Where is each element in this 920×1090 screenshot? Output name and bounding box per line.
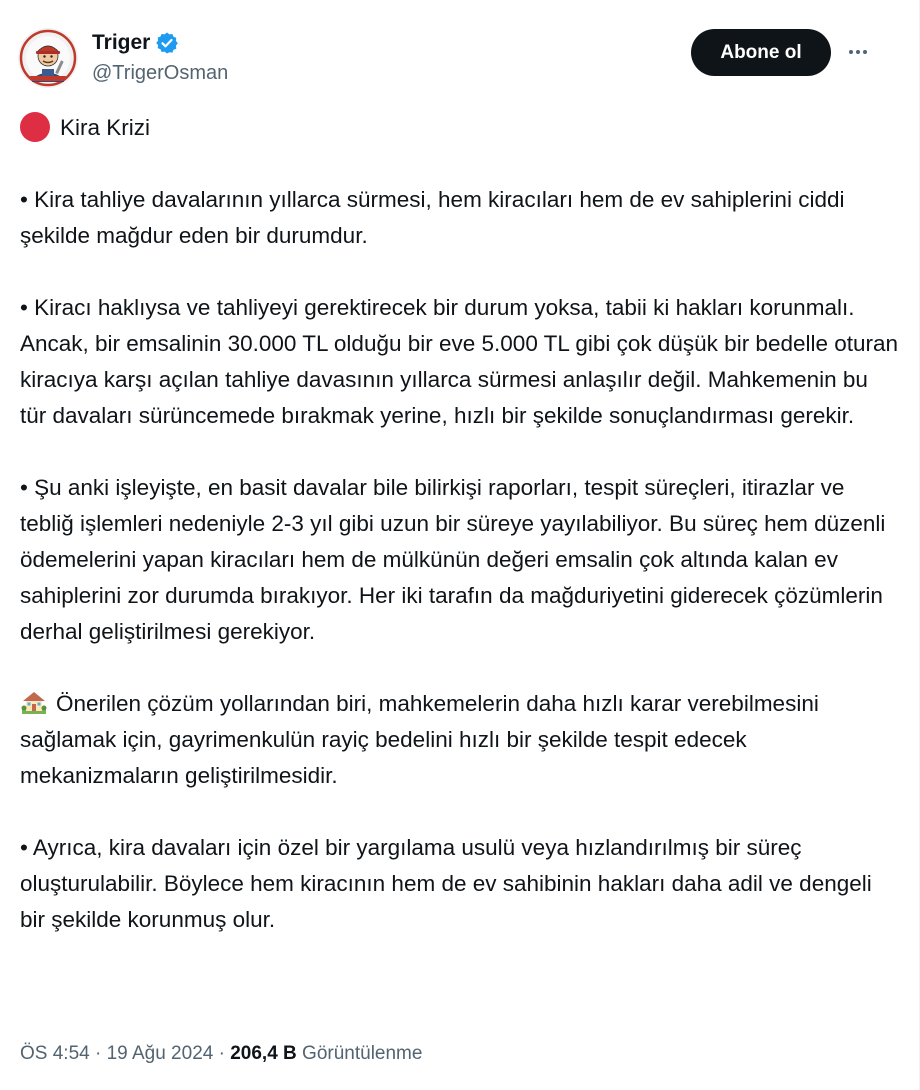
- views-label: Görüntülenme: [302, 1043, 423, 1064]
- author-handle[interactable]: @TrigerOsman: [92, 62, 229, 84]
- tweet-header: [18, 26, 902, 88]
- meta-separator: ·: [213, 1043, 231, 1064]
- more-options-icon[interactable]: [840, 35, 876, 69]
- red-circle-icon: [20, 112, 50, 142]
- tweet-paragraph: • Şu anki işleyişte, en basit davalar bile bilirkişi raporları, tespit süreçleri, itirazlar ve tebliğ işlemleri nedeniyle 2-3 yıl gibi uzun bir süreye yayılabiliyor. Bu süreç hem düzenli ödemelerini yapan kiracıları hem de mülkünün değeri emsalin çok altında kalan ev sahiplerini zor durumda bırakıyor. Her iki tarafın da mağduriyetini giderecek çözümlerin derhal geliştirilmesi gerekiyor.: [20, 475, 886, 644]
- tweet-title: [20, 110, 900, 146]
- views-count: 206,4 B: [230, 1043, 297, 1064]
- tweet-solution-text: Önerilen çözüm yollarından biri, mahkemelerin daha hızlı karar verebilmesini sağlamak için, gayrimenkulün rayiç bedelini hızlı bir şekilde tespit edecek mekanizmaların geliştirilmesidir.: [20, 691, 819, 788]
- tweet-date[interactable]: 19 Ağu 2024: [106, 1043, 214, 1064]
- verified-badge-icon[interactable]: [155, 31, 179, 55]
- tweet-paragraph: • Kiracı haklıysa ve tahliyeyi gerektirecek bir durum yoksa, tabii ki hakları korunmalı. Ancak, bir emsalinin 30.000 TL olduğu bir eve 5.000 TL gibi çok düşük bir bedelle oturan kiracıya karşı açılan tahliye davasının yıllarca sürmesi anlaşılır değil. Mahkemenin bu tür davaları sürüncemede bırakmak yerine, hızlı bir şekilde sonuçlandırması gerekir.: [20, 295, 899, 428]
- author-display-name[interactable]: Triger: [92, 31, 151, 54]
- avatar-mechanic-illustration-icon: [18, 28, 78, 88]
- tweet-time[interactable]: ÖS 4:54: [20, 1043, 90, 1064]
- author-info: [92, 30, 228, 86]
- tweet-title-text: Kira Krizi: [60, 115, 151, 140]
- tweet-solution: [20, 686, 900, 794]
- meta-separator: ·: [89, 1043, 107, 1064]
- name-row: [92, 30, 228, 56]
- tweet-paragraph: • Ayrıca, kira davaları için özel bir yargılama usulü veya hızlandırılmış bir süreç oluşturulabilir. Böylece hem kiracının hem de ev sahibinin hakları daha adil ve dengeli bir şekilde korunmuş olur.: [20, 835, 872, 932]
- follow-button[interactable]: Abone ol: [691, 29, 831, 76]
- house-with-garden-icon: [20, 688, 48, 716]
- tweet-paragraph: • Kira tahliye davalarının yıllarca sürmesi, hem kiracıları hem de ev sahiplerini ciddi şekilde mağdur eden bir durumdur.: [20, 187, 845, 248]
- tweet-text: [20, 110, 900, 938]
- avatar[interactable]: [18, 28, 78, 88]
- tweet-meta: [20, 1040, 422, 1068]
